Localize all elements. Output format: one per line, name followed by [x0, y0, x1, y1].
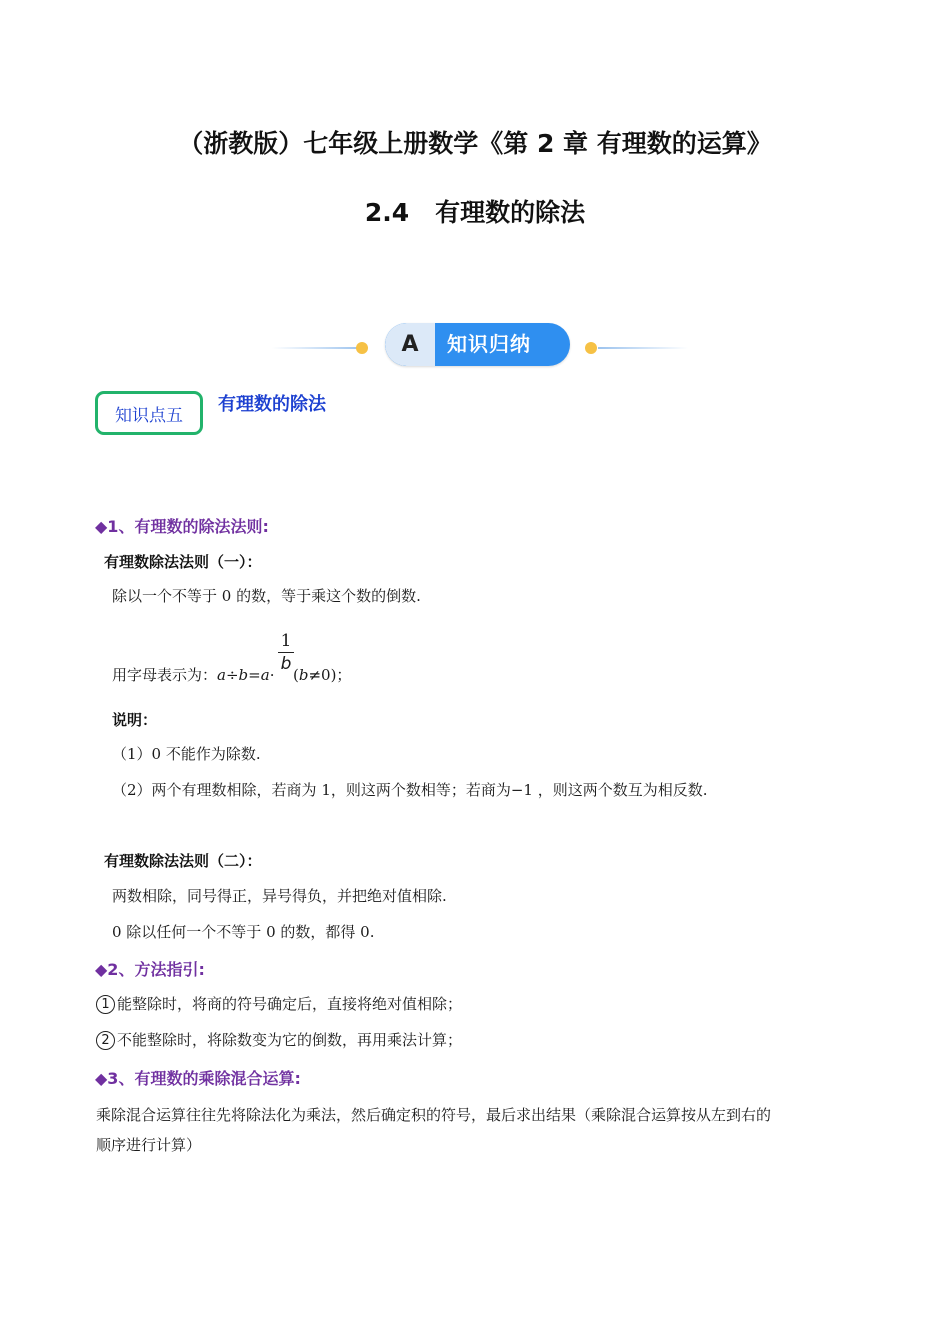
section-name: 有理数的除法	[435, 198, 586, 227]
rule2-text-1: 两数相除，同号得正，异号得负，并把绝对值相除.	[112, 887, 447, 905]
formula-fraction	[278, 632, 294, 673]
section-number: 2.4	[364, 198, 410, 227]
formula-dot: ·	[269, 666, 275, 684]
banner-dot-right	[585, 342, 597, 354]
knowledge-point-title: 有理数的除法	[218, 394, 326, 415]
method-item-2-text: 不能整除时，将除数变为它的倒数，再用乘法计算；	[117, 1031, 463, 1049]
note-title: 说明：	[112, 711, 158, 729]
formula-condition	[293, 664, 351, 685]
formula-a: a	[217, 666, 226, 684]
fraction-numerator: 1	[280, 631, 292, 651]
section3-heading: ◆3、有理数的乘除混合运算:	[95, 1069, 301, 1088]
note-1: （1）0 不能作为除数.	[112, 745, 261, 763]
fraction-denominator: b	[280, 654, 292, 674]
condition-b: b	[298, 666, 309, 684]
note-2: （2）两个有理数相除，若商为 1，则这两个数相等；若商为−1 ，则这两个数互为相反数.	[112, 781, 708, 799]
formula-prefix: 用字母表示为：	[112, 666, 218, 684]
knowledge-summary-banner	[385, 323, 570, 366]
method-item-1-text: 能整除时，将商的符号确定后，直接将绝对值相除；	[117, 995, 463, 1013]
formula-b: b	[238, 666, 249, 684]
banner-line-left	[272, 347, 362, 349]
formula-equals: =	[248, 666, 261, 684]
circled-number-2: 2	[96, 1031, 115, 1050]
banner-letter: A	[385, 323, 435, 366]
rule2-text-2: 0 除以任何一个不等于 0 的数，都得 0.	[112, 923, 375, 941]
section3-text-line-1: 乘除混合运算往往先将除法化为乘法，然后确定积的符号，最后求出结果（乘除混合运算按从左到右的	[96, 1106, 772, 1124]
knowledge-point-badge: 知识点五	[95, 391, 203, 435]
section1-heading: ◆1、有理数的除法法则:	[95, 517, 269, 536]
banner-line-right	[598, 347, 688, 349]
rule1-text: 除以一个不等于 0 的数，等于乘这个数的倒数.	[112, 587, 421, 605]
section3-text-line-2: 顺序进行计算）	[96, 1136, 202, 1154]
formula-a2: a	[260, 666, 270, 684]
banner-label: 知识归纳	[447, 332, 531, 356]
rule2-title: 有理数除法法则（二）：	[104, 852, 262, 870]
banner-dot-left	[356, 342, 368, 354]
condition-rest: ≠0)；	[308, 666, 352, 684]
formula-line	[112, 664, 274, 685]
document-title: （浙教版）七年级上册数学《第 2 章 有理数的运算》	[178, 129, 772, 158]
section-title	[0, 193, 950, 229]
circled-number-1: 1	[96, 995, 115, 1014]
fraction-bar	[278, 652, 294, 653]
condition-open: (	[293, 666, 299, 684]
rule1-title: 有理数除法法则（一）：	[104, 553, 262, 571]
method-item-2	[96, 1029, 462, 1050]
method-item-1	[96, 993, 462, 1014]
section2-heading: ◆2、方法指引:	[95, 960, 205, 979]
formula-divide: ÷	[225, 666, 239, 684]
